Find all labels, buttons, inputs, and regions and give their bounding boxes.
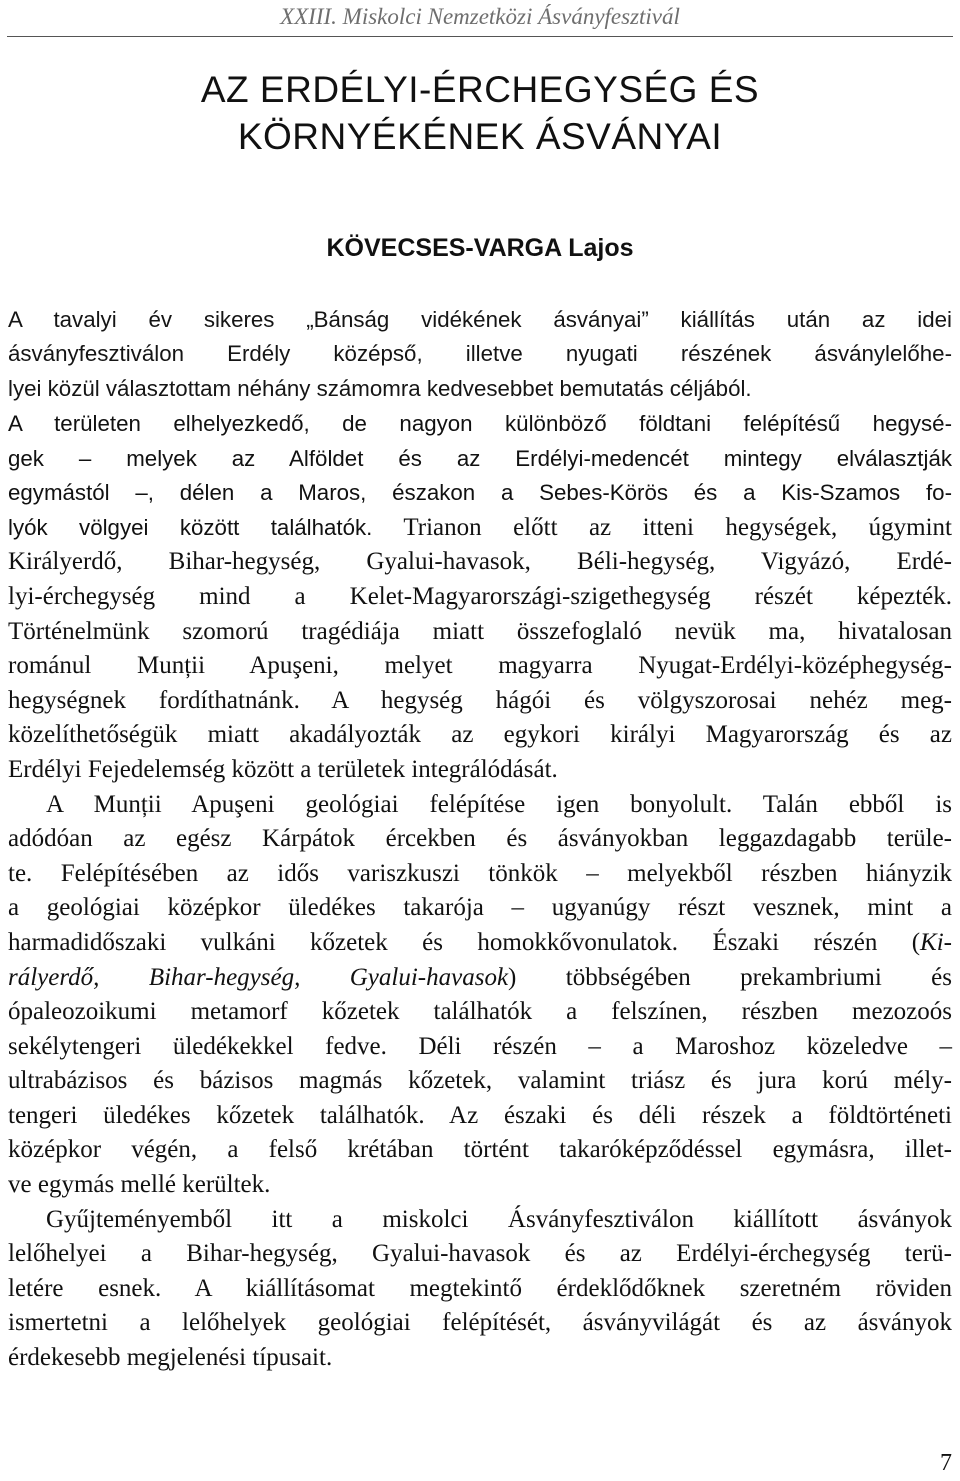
body-segment: lyók völgyei között találhatók. xyxy=(8,514,373,540)
page-number: 7 xyxy=(940,1450,952,1476)
body-line: te. Felépítésében az idős variszkuszi tönkök – melyekből részben hiányzik xyxy=(8,859,952,887)
body-line: adódóan az egész Kárpátok ércekben és ásványokban leggazdagabb terüle- xyxy=(8,825,952,853)
body-italic-segment: Ki- xyxy=(920,928,952,956)
body-line: közelíthetőségük miatt akadályozták az egykori királyi Magyarország és az xyxy=(8,721,952,749)
body-line: érdekesebb megjelenési típusait. xyxy=(8,1344,333,1372)
body-line: ópaleozoikumi metamorf kőzetek találhatók a felszínen, részben mezozoós xyxy=(8,998,952,1026)
body-line: tengeri üledékes kőzetek találhatók. Az északi és déli részek a földtörténeti xyxy=(8,1101,952,1129)
body-line: a geológiai középkor üledékes takarója – ugyanúgy részt vesznek, mint a xyxy=(8,894,952,922)
body-line xyxy=(8,511,952,546)
intro-paragraph xyxy=(8,303,952,406)
body-segment: Trianon előtt az itteni hegységek, úgymint xyxy=(372,513,952,541)
title-line-2: KÖRNYÉKÉNEK ÁSVÁNYAI xyxy=(237,116,723,157)
intro-line: A tavalyi év sikeres „Bánság vidékének ásványai” kiállítás után az idei xyxy=(8,307,952,332)
body-line: gek – melyek az Alföldet és az Erdélyi-medencét mintegy elválasztják xyxy=(8,445,952,471)
body-line: Erdélyi Fejedelemség között a területek integrálódását. xyxy=(8,755,558,783)
title-line-1: AZ ERDÉLYI-ÉRCHEGYSÉG ÉS xyxy=(200,69,760,110)
body-line: egymástól –, délen a Maros, északon a Sebes-Körös és a Kis-Szamos fo- xyxy=(8,480,952,506)
body-line xyxy=(8,961,952,996)
body-line: letére esnek. A kiállításomat megtekintő érdeklődőknek szeretném röviden xyxy=(8,1274,952,1302)
body-text xyxy=(8,407,952,1376)
body-line: A Munții Apuşeni geológiai felépítése igen bonyolult. Talán ebből is xyxy=(46,790,952,818)
author-name: KÖVECSES-VARGA Lajos xyxy=(326,234,634,262)
intro-line: lyei közül választottam néhány számomra kedvesebbet bemutatás céljából. xyxy=(8,375,752,401)
article-title xyxy=(0,66,960,160)
body-line: ve egymás mellé kerültek. xyxy=(8,1171,271,1199)
body-line: Történelmünk szomorú tragédiája miatt összefoglaló nevük ma, hivatalosan xyxy=(8,617,952,645)
body-line: lyi-érchegység mind a Kelet-Magyarországi-szigethegység részét képezték. xyxy=(8,582,952,610)
body-italic-segment: rályerdő, Bihar-hegység, Gyalui-havasok xyxy=(8,963,509,991)
running-header: XXIII. Miskolci Nemzetközi Ásványfesztivál xyxy=(280,4,680,29)
body-line: sekélytengeri üledékekkel fedve. Déli részén – a Maroshoz közeledve – xyxy=(8,1032,952,1060)
body-line: középkor végén, a felső krétában történt takaróképződéssel egymásra, illet- xyxy=(8,1136,952,1164)
body-line: ismertetni a lelőhelyek geológiai felépítését, ásványvilágát és az ásványok xyxy=(8,1309,952,1337)
body-line: románul Munții Apuşeni, melyet magyarra Nyugat-Erdélyi-középhegység- xyxy=(8,652,952,680)
body-line: ultrabázisos és bázisos magmás kőzetek, valamint triász és jura korú mély- xyxy=(8,1067,952,1095)
body-line: Királyerdő, Bihar-hegység, Gyalui-havasok, Béli-hegység, Vigyázó, Erdé- xyxy=(8,548,952,576)
body-line xyxy=(8,926,952,961)
body-segment: harmadidőszaki vulkáni kőzetek és homokkővonulatok. Északi részén ( xyxy=(8,928,921,956)
body-line: A területen elhelyezkedő, de nagyon különböző földtani felépítésű hegysé- xyxy=(8,411,952,436)
intro-line: ásványfesztiválon Erdély középső, illetve nyugati részének ásványlelőhe- xyxy=(8,341,952,367)
header-rule xyxy=(7,36,953,37)
body-line: lelőhelyei a Bihar-hegység, Gyalui-havasok és az Erdélyi-érchegység terü- xyxy=(8,1240,952,1268)
body-line: Gyűjteményemből itt a miskolci Ásványfesztiválon kiállított ásványok xyxy=(46,1205,952,1233)
body-segment: ) többségében prekambriumi és xyxy=(508,963,952,991)
body-line: hegységnek fordíthatnánk. A hegység hágói és völgyszorosai nehéz meg- xyxy=(8,686,952,714)
